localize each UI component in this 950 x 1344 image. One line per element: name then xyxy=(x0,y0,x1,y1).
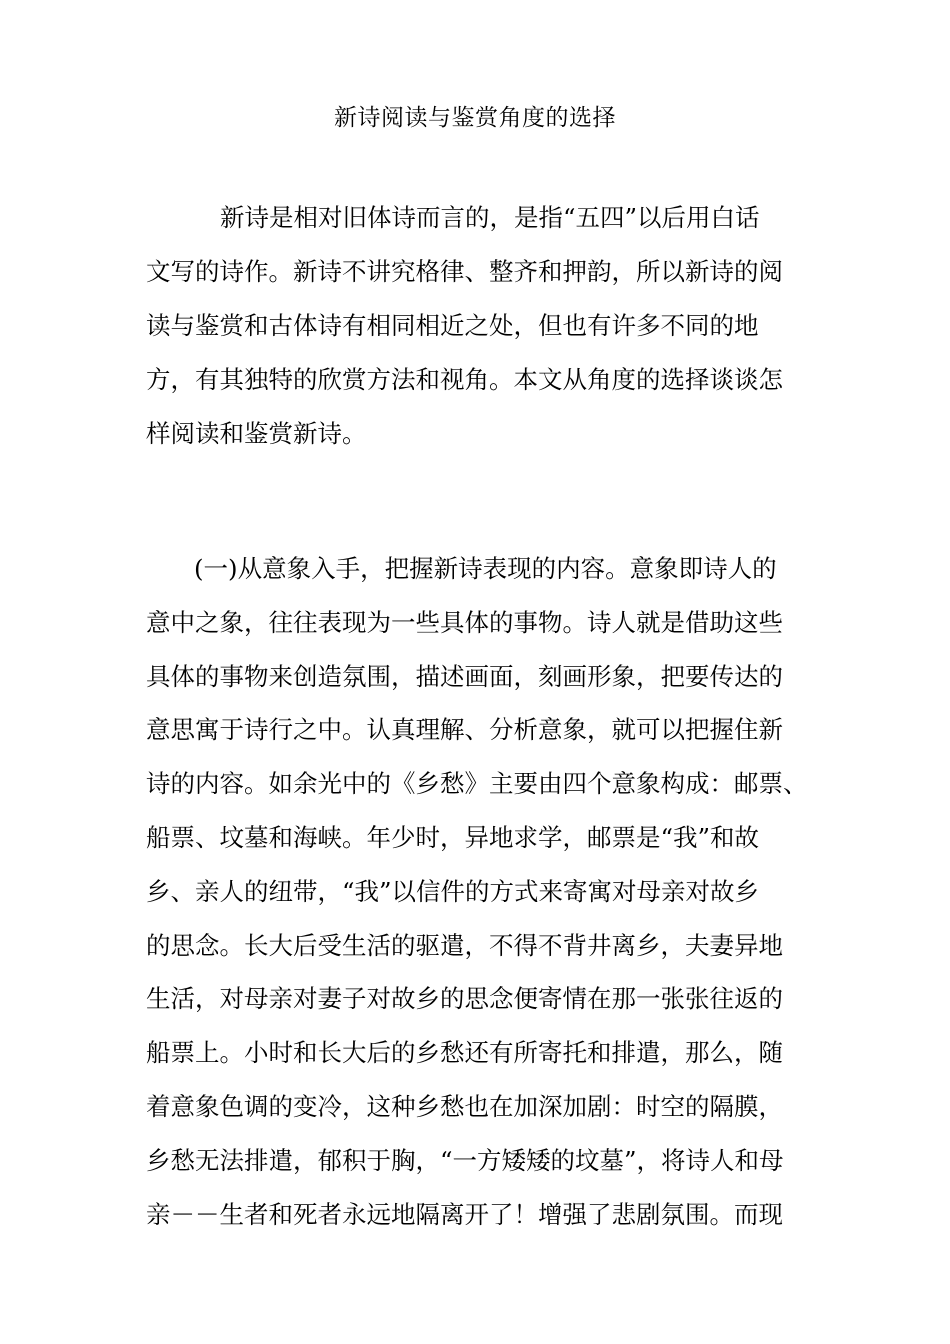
text-line: (一)从意象入手，把握新诗表现的内容。意象即诗人的 xyxy=(194,554,777,583)
intro-paragraph xyxy=(146,191,826,461)
text-line: 样阅读和鉴赏新诗。 xyxy=(146,419,367,448)
text-line: 文写的诗作。新诗不讲究格律、整齐和押韵，所以新诗的阅 xyxy=(146,257,783,286)
text-line: 生活，对母亲对妻子对故乡的思念便寄情在那一张张往返的 xyxy=(146,984,783,1014)
text-line: 意中之象，往往表现为一些具体的事物。诗人就是借助这些 xyxy=(146,607,783,637)
text-line: 着意象色调的变冷，这种乡愁也在加深加剧：时空的隔膜， xyxy=(146,1091,783,1121)
text-line: 亲－－生者和死者永远地隔离开了！增强了悲剧氛围。而现 xyxy=(146,1199,783,1229)
text-line: 诗的内容。如余光中的《乡愁》主要由四个意象构成：邮票、 xyxy=(146,769,808,799)
text-line: 船票上。小时和长大后的乡愁还有所寄托和排遣，那么，随 xyxy=(146,1038,783,1068)
text-line: 乡、亲人的纽带，“我”以信件的方式来寄寓对母亲对故乡 xyxy=(146,876,760,906)
document-title: 新诗阅读与鉴赏角度的选择 xyxy=(334,105,616,131)
text-line: 读与鉴赏和古体诗有相同相近之处，但也有许多不同的地 xyxy=(146,311,759,340)
text-line: 船票、坟墓和海峡。年少时，异地求学，邮票是“我”和故 xyxy=(146,822,760,852)
text-line: 意思寓于诗行之中。认真理解、分析意象，就可以把握住新 xyxy=(146,715,783,745)
text-line: 的思念。长大后受生活的驱遣，不得不背井离乡，夫妻异地 xyxy=(146,930,783,960)
section-one-paragraph xyxy=(146,542,826,1241)
text-line: 新诗是相对旧体诗而言的，是指“五四”以后用白话 xyxy=(220,203,760,232)
text-line: 具体的事物来创造氛围，描述画面，刻画形象，把要传达的 xyxy=(146,661,783,691)
text-line: 方，有其独特的欣赏方法和视角。本文从角度的选择谈谈怎 xyxy=(146,365,783,394)
text-line: 乡愁无法排遣，郁积于胸，“一方矮矮的坟墓”，将诗人和母 xyxy=(146,1145,784,1175)
